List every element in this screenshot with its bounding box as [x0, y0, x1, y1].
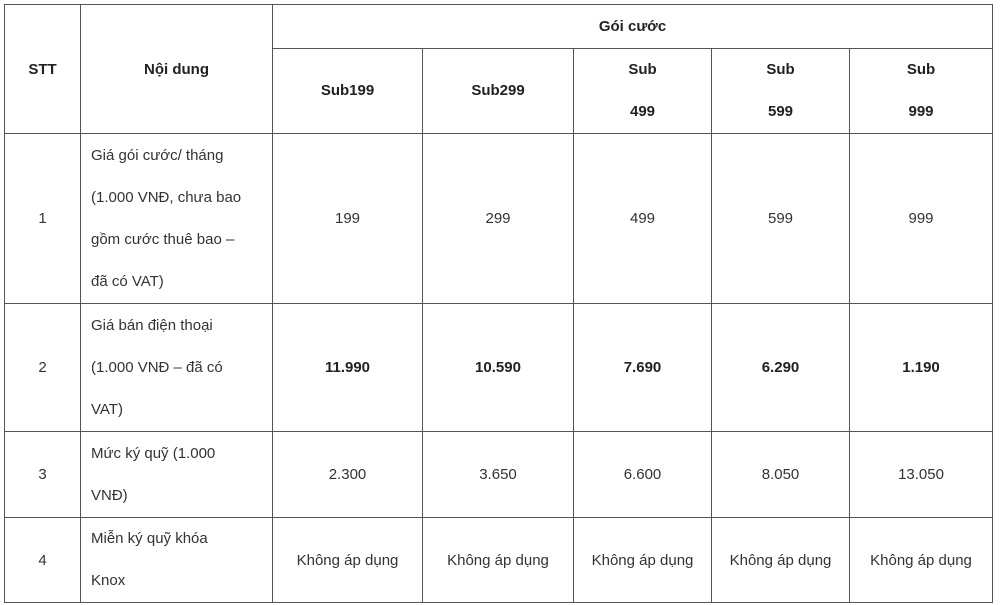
table-row: [5, 518, 993, 603]
header-package: [423, 49, 574, 134]
package-name-line1: Sub: [906, 61, 936, 78]
content-line: (1.000 VNĐ – đã có: [91, 358, 223, 376]
cell-value: 13.050: [850, 432, 993, 518]
cell-value: 999: [850, 134, 993, 304]
content-line: đã có VAT): [91, 272, 164, 290]
package-comparison-table: [4, 4, 993, 603]
header-package: [574, 49, 712, 134]
package-name-line1: Sub199: [320, 82, 375, 99]
cell-value: 11.990: [273, 304, 423, 432]
package-name-line2: 499: [629, 103, 656, 120]
package-name-line2: 999: [908, 103, 934, 120]
header-package: [273, 49, 423, 134]
package-name-line1: Sub: [628, 61, 657, 78]
header-content: Nội dung: [81, 5, 273, 134]
content-line: Giá gói cước/ tháng: [91, 146, 224, 164]
cell-value: 2.300: [273, 432, 423, 518]
package-name-line1: Sub299: [471, 82, 525, 99]
row-content: [81, 134, 273, 304]
header-package: [712, 49, 850, 134]
row-stt: 2: [5, 304, 81, 432]
content-line: VNĐ): [91, 486, 128, 504]
cell-value: Không áp dụng: [574, 518, 712, 603]
table-row: [5, 134, 993, 304]
row-content: [81, 518, 273, 603]
cell-value: 6.600: [574, 432, 712, 518]
cell-value: 6.290: [712, 304, 850, 432]
cell-value: 499: [574, 134, 712, 304]
cell-value: Không áp dụng: [850, 518, 993, 603]
content-line: Miễn ký quỹ khóa: [91, 530, 208, 547]
content-line: (1.000 VNĐ, chưa bao: [91, 188, 242, 206]
row-content: [81, 432, 273, 518]
cell-value: 599: [712, 134, 850, 304]
header-package-group: Gói cước: [273, 5, 993, 49]
row-content: [81, 304, 273, 432]
header-package: [850, 49, 993, 134]
header-stt: STT: [5, 5, 81, 134]
cell-value: 7.690: [574, 304, 712, 432]
content-line: Giá bán điện thoại: [91, 316, 213, 334]
row-stt: 4: [5, 518, 81, 603]
header-row-top: [5, 5, 993, 49]
content-line: Knox: [91, 572, 126, 589]
cell-value: 1.190: [850, 304, 993, 432]
cell-value: 10.590: [423, 304, 574, 432]
package-name-line1: Sub: [766, 61, 795, 78]
cell-value: Không áp dụng: [273, 518, 423, 603]
table-row: [5, 304, 993, 432]
cell-value: Không áp dụng: [712, 518, 850, 603]
cell-value: Không áp dụng: [423, 518, 574, 603]
row-stt: 1: [5, 134, 81, 304]
row-stt: 3: [5, 432, 81, 518]
content-line: VAT): [91, 400, 123, 418]
cell-value: 199: [273, 134, 423, 304]
table-row: [5, 432, 993, 518]
content-line: gồm cước thuê bao –: [91, 230, 235, 248]
content-line: Mức ký quỹ (1.000: [91, 444, 216, 462]
cell-value: 3.650: [423, 432, 574, 518]
cell-value: 299: [423, 134, 574, 304]
cell-value: 8.050: [712, 432, 850, 518]
package-name-line2: 599: [767, 103, 794, 120]
